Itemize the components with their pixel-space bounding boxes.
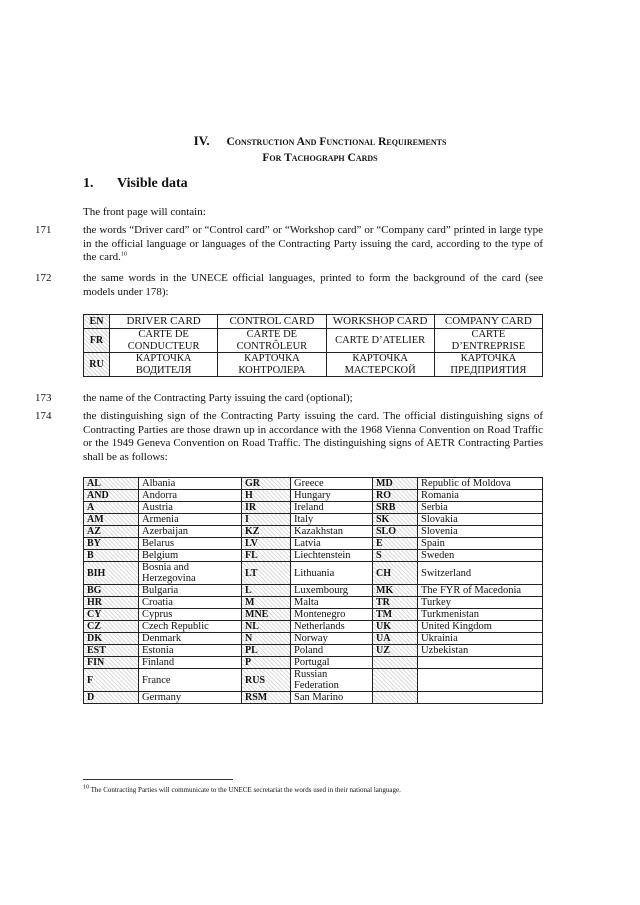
country-name: Norway <box>291 633 373 645</box>
country-name: Luxembourg <box>291 585 373 597</box>
country-name: San Marino <box>291 692 373 704</box>
sign-code: CZ <box>84 621 139 633</box>
country-name: Germany <box>139 692 242 704</box>
country-name: Azerbaijan <box>139 526 242 538</box>
table-row <box>84 609 543 621</box>
table-row <box>84 502 543 514</box>
country-name: Slovenia <box>418 526 543 538</box>
country-name: Denmark <box>139 633 242 645</box>
country-name: Switzerland <box>418 562 543 585</box>
paragraph-174: the distinguishing sign of the Contracting Party issuing the card. The official distinguishing signs of Contracting Parties are those drawn up in accordance with the 1968 Vienna Convention on Road Traffic or the 1949 Geneva Convention on Road Traffic. The distinguishing signs of AETR Contracting Parties shall be as follows: <box>83 410 543 463</box>
country-name: Liechtenstein <box>291 550 373 562</box>
country-name: Montenegro <box>291 609 373 621</box>
country-name: Croatia <box>139 597 242 609</box>
sign-code: LT <box>242 562 291 585</box>
table-row <box>84 329 543 353</box>
section-title-line1: Construction And Functional Requirements <box>226 136 447 148</box>
country-name: Turkey <box>418 597 543 609</box>
country-name: Armenia <box>139 514 242 526</box>
country-name: Slovakia <box>418 514 543 526</box>
paragraph-172: the same words in the UNECE official languages, printed to form the background of the card (see models under 178): <box>83 272 543 298</box>
table-row <box>84 692 543 704</box>
country-name: The FYR of Macedonia <box>418 585 543 597</box>
country-name: Spain <box>418 538 543 550</box>
paragraph-number: 172 <box>35 272 52 284</box>
country-name <box>418 669 543 692</box>
country-name: Hungary <box>291 490 373 502</box>
sign-code: BY <box>84 538 139 550</box>
distinguishing-signs-table <box>83 477 543 704</box>
country-name: Ireland <box>291 502 373 514</box>
sign-code: BIH <box>84 562 139 585</box>
sign-code: CY <box>84 609 139 621</box>
country-name: Latvia <box>291 538 373 550</box>
country-name: Bosnia and Herzegovina <box>139 562 242 585</box>
country-name: Albania <box>139 478 242 490</box>
sign-code: PL <box>242 645 291 657</box>
sign-code: B <box>84 550 139 562</box>
footnote-number: 10 <box>83 784 89 791</box>
country-name: Uzbekistan <box>418 645 543 657</box>
table-row <box>84 478 543 490</box>
country-name: Kazakhstan <box>291 526 373 538</box>
country-name: Finland <box>139 657 242 669</box>
table-row <box>84 526 543 538</box>
sign-code: BG <box>84 585 139 597</box>
sign-code: M <box>242 597 291 609</box>
language-code: EN <box>84 315 110 329</box>
country-name: Serbia <box>418 502 543 514</box>
sign-code: UA <box>373 633 418 645</box>
country-name: Italy <box>291 514 373 526</box>
table-row <box>84 669 543 692</box>
table-row <box>84 514 543 526</box>
sign-code: D <box>84 692 139 704</box>
table-cell: КАРТОЧКА МАСТЕРСКОЙ <box>326 353 434 377</box>
table-cell: CARTE DE CONDUCTEUR <box>110 329 218 353</box>
sign-code: SLO <box>373 526 418 538</box>
sign-code: KZ <box>242 526 291 538</box>
sign-code: P <box>242 657 291 669</box>
table-cell: CARTE DE CONTRÔLEUR <box>218 329 326 353</box>
sign-code: FIN <box>84 657 139 669</box>
paragraph-number: 173 <box>35 392 52 404</box>
country-name: Greece <box>291 478 373 490</box>
table-row <box>84 657 543 669</box>
country-name: Lithuania <box>291 562 373 585</box>
paragraph-text: the words “Driver card” or “Control card” or “Workshop card” or “Company card” printed in large type in the official language or languages of the Contracting Party issuing the card, according to the type of the card. <box>83 224 543 263</box>
intro-text: The front page will contain: <box>83 206 206 218</box>
sign-code: AZ <box>84 526 139 538</box>
language-code: RU <box>84 353 110 377</box>
sign-code <box>373 657 418 669</box>
table-row <box>84 315 543 329</box>
sign-code: EST <box>84 645 139 657</box>
sign-code: I <box>242 514 291 526</box>
card-names-table <box>83 314 543 377</box>
paragraph-number: 174 <box>35 410 52 422</box>
country-name: Belgium <box>139 550 242 562</box>
table-row <box>84 645 543 657</box>
paragraph-173: the name of the Contracting Party issuing the card (optional); <box>83 392 353 404</box>
subsection-title: Visible data <box>117 176 188 191</box>
table-cell: DRIVER CARD <box>110 315 218 329</box>
table-row <box>84 633 543 645</box>
table-cell: CARTE D’ATELIER <box>326 329 434 353</box>
footnote-text: The Contracting Parties will communicate to the UNECE secretariat the words used in their national language. <box>90 786 401 794</box>
sign-code: NL <box>242 621 291 633</box>
table-row <box>84 353 543 377</box>
footnote-ref: 10 <box>120 251 127 258</box>
sign-code: MNE <box>242 609 291 621</box>
table-cell: CONTROL CARD <box>218 315 326 329</box>
table-cell: КАРТОЧКА КОНТРОЛЕРА <box>218 353 326 377</box>
country-name: France <box>139 669 242 692</box>
country-name: Cyprus <box>139 609 242 621</box>
country-name: Malta <box>291 597 373 609</box>
table-cell: WORKSHOP CARD <box>326 315 434 329</box>
sign-code <box>373 692 418 704</box>
table-row <box>84 585 543 597</box>
table-row <box>84 562 543 585</box>
section-number: IV. <box>193 133 210 148</box>
sign-code: L <box>242 585 291 597</box>
table-cell: КАРТОЧКА ВОДИТЕЛЯ <box>110 353 218 377</box>
table-row <box>84 538 543 550</box>
country-name: Poland <box>291 645 373 657</box>
section-title-line2: For Tachograph Cards <box>262 152 378 164</box>
paragraph-number: 171 <box>35 224 52 236</box>
sign-code: TR <box>373 597 418 609</box>
country-name <box>418 657 543 669</box>
section-heading <box>0 133 640 166</box>
country-name <box>418 692 543 704</box>
language-code: FR <box>84 329 110 353</box>
country-name: Netherlands <box>291 621 373 633</box>
sign-code: MD <box>373 478 418 490</box>
country-name: Bulgaria <box>139 585 242 597</box>
footnote-divider <box>83 779 233 780</box>
sign-code: DK <box>84 633 139 645</box>
sign-code: AND <box>84 490 139 502</box>
sign-code: GR <box>242 478 291 490</box>
table-cell: COMPANY CARD <box>434 315 542 329</box>
table-row <box>84 550 543 562</box>
sign-code: RSM <box>242 692 291 704</box>
sign-code: SK <box>373 514 418 526</box>
sign-code: IR <box>242 502 291 514</box>
subsection-number: 1. <box>83 176 94 191</box>
sign-code: MK <box>373 585 418 597</box>
country-name: Portugal <box>291 657 373 669</box>
sign-code: H <box>242 490 291 502</box>
country-name: Russian Federation <box>291 669 373 692</box>
sign-code <box>373 669 418 692</box>
country-name: Sweden <box>418 550 543 562</box>
subsection-heading <box>83 176 188 192</box>
sign-code: CH <box>373 562 418 585</box>
table-row <box>84 597 543 609</box>
table-row <box>84 621 543 633</box>
sign-code: UZ <box>373 645 418 657</box>
country-name: Republic of Moldova <box>418 478 543 490</box>
country-name: Czech Republic <box>139 621 242 633</box>
country-name: Ukrainia <box>418 633 543 645</box>
country-name: Belarus <box>139 538 242 550</box>
sign-code: AL <box>84 478 139 490</box>
table-row <box>84 490 543 502</box>
sign-code: A <box>84 502 139 514</box>
sign-code: FL <box>242 550 291 562</box>
country-name: Romania <box>418 490 543 502</box>
country-name: Turkmenistan <box>418 609 543 621</box>
sign-code: S <box>373 550 418 562</box>
table-cell: CARTE D’ENTREPRISE <box>434 329 542 353</box>
country-name: Estonia <box>139 645 242 657</box>
sign-code: F <box>84 669 139 692</box>
country-name: United Kingdom <box>418 621 543 633</box>
sign-code: LV <box>242 538 291 550</box>
sign-code: TM <box>373 609 418 621</box>
footnote <box>83 786 553 795</box>
sign-code: HR <box>84 597 139 609</box>
sign-code: N <box>242 633 291 645</box>
sign-code: AM <box>84 514 139 526</box>
sign-code: RUS <box>242 669 291 692</box>
sign-code: RO <box>373 490 418 502</box>
country-name: Andorra <box>139 490 242 502</box>
sign-code: UK <box>373 621 418 633</box>
country-name: Austria <box>139 502 242 514</box>
table-cell: КАРТОЧКА ПРЕДПРИЯТИЯ <box>434 353 542 377</box>
sign-code: SRB <box>373 502 418 514</box>
sign-code: E <box>373 538 418 550</box>
paragraph-171 <box>83 224 543 265</box>
